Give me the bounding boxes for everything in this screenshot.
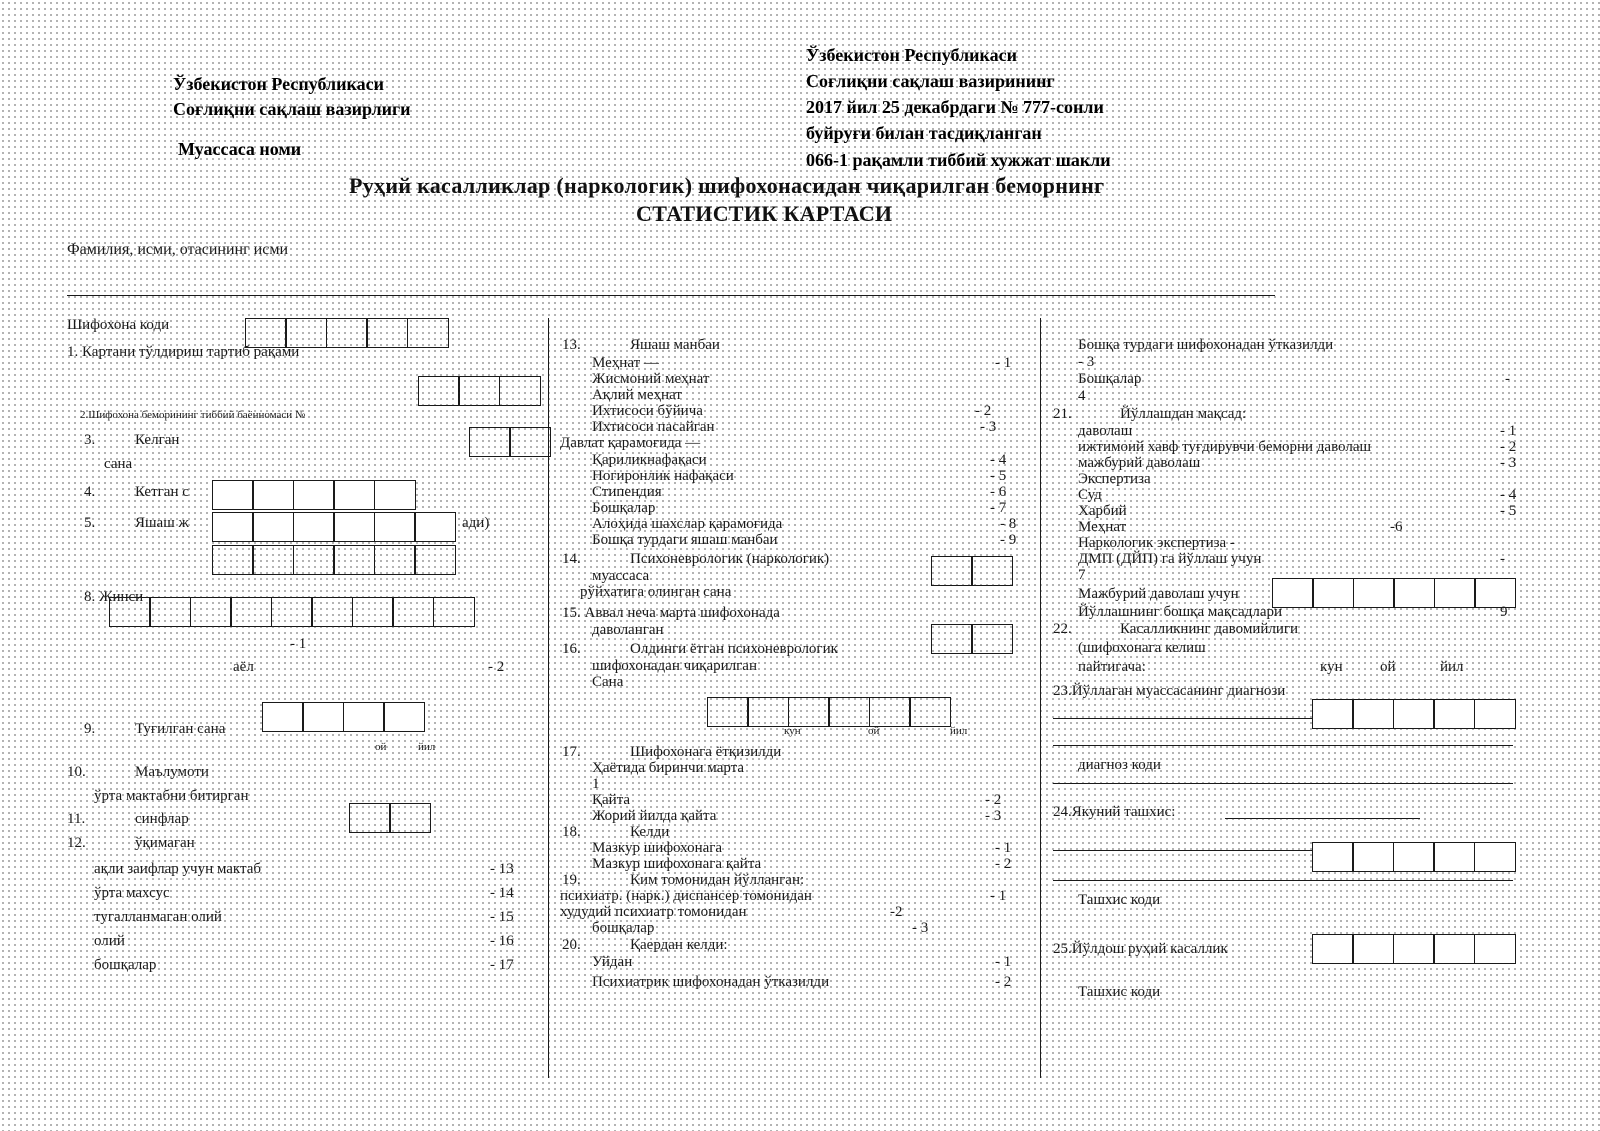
- header-form-number: 066-1 рақамли тиббий хужжат шакли: [806, 150, 1111, 170]
- col3-other: Бошқалар: [1078, 371, 1142, 387]
- item-22-month: ой: [1380, 659, 1396, 675]
- item-16-discharged: шифохонадан чиқарилган: [592, 658, 757, 674]
- item-21-court-code: - 4: [1500, 487, 1517, 503]
- item-19-opt1-code: - 1: [990, 888, 1007, 904]
- item-21-expertise: Экспертиза: [1078, 471, 1151, 487]
- item-21-number: 21.: [1053, 406, 1072, 422]
- item-21-label: Йўллашдан мақсад:: [1120, 406, 1247, 422]
- item-9-label: Туғилган сана: [135, 721, 226, 737]
- item-13-opt7-code: - 7: [990, 500, 1007, 516]
- item-21-dmp-code: 7: [1078, 567, 1086, 583]
- item-21-military: Харбий: [1078, 503, 1127, 519]
- header-ministry-left: Соғлиқни сақлаш вазирлиги: [173, 99, 411, 119]
- referral-purpose-boxes[interactable]: [1273, 578, 1516, 608]
- item-21-other-purpose: Йўллашнинг бошқа мақсадлари: [1078, 604, 1283, 620]
- item-20-opt1: Уйдан: [592, 954, 633, 970]
- item-18-number: 18.: [562, 824, 581, 840]
- item-13-opt9: Бошқа турдаги яшаш манбаи: [592, 532, 778, 548]
- item-14-institution: муассаса: [592, 568, 650, 584]
- male-code: - 1: [290, 636, 307, 652]
- item-21-dmp: ДМП (ДЙП) га йўллаш учун: [1078, 551, 1262, 567]
- col3-other-hospital-code: - 3: [1078, 354, 1095, 370]
- item-16-label: Олдинги ётган психоневрологик: [630, 641, 838, 657]
- item-16-date: Сана: [592, 674, 624, 690]
- item-17-number: 17.: [562, 744, 581, 760]
- final-diagnosis-boxes[interactable]: [1313, 842, 1516, 872]
- column-divider-2: [1040, 318, 1041, 1078]
- item-19-opt3-code: - 3: [912, 920, 929, 936]
- item-15-sub: даволанган: [592, 622, 664, 638]
- female-code: - 2: [488, 659, 505, 675]
- birth-year-label: йил: [418, 741, 436, 753]
- item-18-label: Келди: [630, 824, 670, 840]
- item-22-day: кун: [1320, 659, 1343, 675]
- item-13-opt9-code: - 9: [1000, 532, 1017, 548]
- item-17-first-code: 1: [592, 776, 600, 792]
- item-13-opt6: Стипендия: [592, 484, 662, 500]
- option-17: бошқалар: [94, 957, 157, 973]
- prior-stays-boxes[interactable]: [932, 624, 1013, 654]
- item-19-opt2: худудий психиатр томонидан: [560, 904, 747, 920]
- option-17-code: - 17: [490, 957, 514, 973]
- item-12-label: ўқимаган: [135, 835, 195, 851]
- hospital-code-label: Шифохона коди: [67, 317, 170, 333]
- item-13-opt4: Қариликнафақаси: [592, 452, 707, 468]
- option-15: тугалланмаган олий: [94, 909, 222, 925]
- item-22-arrival: (шифохонага келиш: [1078, 640, 1206, 656]
- form-title-line1: Руҳий касалликлар (наркологик) шифохонасидан чиқарилган беморнинг: [349, 173, 1105, 198]
- item-14-number: 14.: [562, 551, 581, 567]
- item-20-number: 20.: [562, 937, 581, 953]
- header-approved: буйруғи билан тасдиқланган: [806, 123, 1042, 143]
- item-23-line-3: [1053, 783, 1513, 784]
- item-13-opt5-code: - 5: [990, 468, 1007, 484]
- item-21-opt2-code: - 2: [1500, 439, 1517, 455]
- item-20-label: Қаердан келди:: [630, 937, 728, 953]
- form-title-line2: СТАТИСТИК КАРТАСИ: [636, 201, 893, 226]
- item-22-year: йил: [1440, 659, 1464, 675]
- residence-boxes-2[interactable]: [213, 545, 456, 575]
- item-12-number: 12.: [67, 835, 86, 851]
- item-16-day-label: кун: [784, 725, 801, 737]
- option-16-code: - 16: [490, 933, 514, 949]
- option-16: олий: [94, 933, 125, 949]
- item-5-label: Яшаш ж: [135, 515, 189, 531]
- item-18-opt1: Мазкур шифохонага: [592, 840, 723, 856]
- item-25-label: 25.Йўлдош руҳий касаллик: [1053, 941, 1228, 957]
- item-16-year-label: йил: [950, 725, 968, 737]
- option-13: ақли заифлар учун мактаб: [94, 861, 262, 877]
- item-17-label: Шифохонага ётқизилди: [630, 744, 782, 760]
- item-24-line-2: [1053, 850, 1313, 851]
- item-13-opt2-code: - 2: [975, 403, 992, 419]
- item-20-opt2: Психиатрик шифохонадан ўтказилди: [592, 974, 830, 990]
- item-19-opt3: бошқалар: [592, 920, 655, 936]
- item-4-number: 4.: [84, 484, 96, 500]
- item-23-code: диагноз коди: [1078, 757, 1161, 773]
- item-17-again-code: - 2: [985, 792, 1002, 808]
- item-19-opt2-code: -2: [890, 904, 903, 920]
- item-10-label: Маълумоти: [135, 764, 209, 780]
- gender-boxes[interactable]: [110, 597, 475, 627]
- item-13-mental: Ақлий меҳнат: [592, 387, 682, 403]
- col3-other-hospital: Бошқа турдаги шифохонадан ўтказилди: [1078, 337, 1334, 353]
- item-19-label: Ким томонидан йўлланган:: [630, 872, 805, 888]
- item-21-opt1: даволаш: [1078, 423, 1133, 439]
- option-13-code: - 13: [490, 861, 514, 877]
- birth-date-boxes[interactable]: [263, 702, 425, 732]
- item-11-label: синфлар: [135, 811, 189, 827]
- item-22-until: пайтигача:: [1078, 659, 1146, 675]
- option-14: ўрта махсус: [94, 885, 170, 901]
- item-10-sub: ўрта мактабни битирган: [94, 788, 249, 804]
- header-republic-right: Ўзбекистон Республикаси: [806, 45, 1017, 65]
- item-14-registered: рўйхатига олинган сана: [580, 584, 732, 600]
- item-17-this-year-code: - 3: [985, 808, 1002, 824]
- option-14-code: - 14: [490, 885, 514, 901]
- item-24-code: Ташхис коди: [1078, 892, 1161, 908]
- item-1-label: 1. Картани тўлдириш тартиб рақами: [67, 344, 300, 360]
- item-3-label: Келган: [135, 432, 180, 448]
- registration-boxes[interactable]: [932, 556, 1013, 586]
- item-9-number: 9.: [84, 721, 96, 737]
- header-ministry-right: Соғлиқни сақлаш вазирининг: [806, 71, 1055, 91]
- header-republic-left: Ўзбекистон Республикаси: [173, 74, 384, 94]
- item-18-opt1-code: - 1: [995, 840, 1012, 856]
- item-13-opt5: Ногиронлик нафақаси: [592, 468, 734, 484]
- item-21-compulsory: Мажбурий даволаш учун: [1078, 586, 1239, 602]
- departure-date-boxes[interactable]: [213, 480, 416, 510]
- item-20-opt2-code: - 2: [995, 974, 1012, 990]
- item-5-tail: ади): [462, 515, 490, 531]
- item-13-opt1: Меҳнат —: [592, 355, 659, 371]
- item-13-opt2: Ихтисоси бўйича: [592, 403, 703, 419]
- item-22-label: Касалликнинг давомийлиги: [1120, 621, 1299, 637]
- item-13-opt7: Бошқалар: [592, 500, 656, 516]
- item-3-number: 3.: [84, 432, 96, 448]
- fio-line: [67, 295, 1275, 296]
- item-17-this-year: Жорий йилда қайта: [592, 808, 717, 824]
- item-11-number: 11.: [67, 811, 86, 827]
- item-13-government: Давлат қарамоғида —: [560, 435, 701, 451]
- item-2-label: 2.Шифохона беморининг тиббий баённомаси №: [80, 409, 306, 421]
- item-13-opt8-code: - 8: [1000, 516, 1017, 532]
- item-22-number: 22.: [1053, 621, 1072, 637]
- item-13-opt3: Ихтисоси пасайган: [592, 419, 715, 435]
- item-21-narcological: Наркологик экспертиза -: [1078, 535, 1235, 551]
- header-order: 2017 йил 25 декабрдаги № 777-сонли: [806, 97, 1104, 117]
- item-19-number: 19.: [562, 872, 581, 888]
- item-21-dmp-dash: -: [1500, 551, 1505, 567]
- item-24-line-3: [1053, 880, 1513, 881]
- item-21-opt3: мажбурий даволаш: [1078, 455, 1201, 471]
- item-21-other-purpose-code: 9: [1500, 604, 1508, 620]
- birth-month-label: ой: [375, 741, 387, 753]
- item-17-again: Қайта: [592, 792, 631, 808]
- item-23-line: [1053, 718, 1313, 719]
- item-15-label: 15. Аввал неча марта шифохонада: [562, 605, 780, 621]
- item-13-opt4-code: - 4: [990, 452, 1007, 468]
- residence-boxes-1[interactable]: [213, 512, 456, 542]
- fio-label: Фамилия, исми, отасининг исми: [67, 241, 289, 258]
- item-16-number: 16.: [562, 641, 581, 657]
- item-21-labor-code: -6: [1390, 519, 1403, 535]
- card-number-boxes[interactable]: [419, 376, 541, 406]
- item-23-label: 23.Йўллаган муассасанинг диагнози: [1053, 683, 1286, 699]
- item-3-sub: сана: [104, 456, 133, 472]
- col3-other-dash: -: [1505, 371, 1510, 387]
- item-19-opt1: психиатр. (нарк.) диспансер томонидан: [560, 888, 812, 904]
- item-23-line-2: [1053, 745, 1513, 746]
- item-5-number: 5.: [84, 515, 96, 531]
- option-15-code: - 15: [490, 909, 514, 925]
- item-4-label: Кетган с: [135, 484, 189, 500]
- item-8-label: 8. Жинси: [84, 589, 144, 605]
- item-20-opt1-code: - 1: [995, 954, 1012, 970]
- item-24-label: 24.Якуний ташхис:: [1053, 804, 1176, 820]
- item-18-opt2-code: - 2: [995, 856, 1012, 872]
- item-21-military-code: - 5: [1500, 503, 1517, 519]
- col3-other-code: 4: [1078, 388, 1086, 404]
- education-boxes[interactable]: [350, 803, 431, 833]
- item-13-label: Яшаш манбаи: [630, 337, 720, 353]
- item-17-first: Ҳаётида биринчи марта: [592, 760, 745, 776]
- item-25-code: Ташхис коди: [1078, 984, 1161, 1000]
- referral-diagnosis-boxes[interactable]: [1313, 699, 1516, 729]
- item-21-court: Суд: [1078, 487, 1102, 503]
- institution-name-label: Муассаса номи: [178, 139, 302, 159]
- item-14-label: Психоневрологик (наркологик): [630, 551, 830, 567]
- item-21-opt1-code: - 1: [1500, 423, 1517, 439]
- item-13-opt6-code: - 6: [990, 484, 1007, 500]
- item-21-opt2: ижтимоий хавф туғдирувчи беморни даволаш: [1078, 439, 1372, 455]
- prior-discharge-boxes[interactable]: [708, 697, 951, 727]
- item-24-line: [1225, 818, 1420, 819]
- item-18-opt2: Мазкур шифохонага қайта: [592, 856, 762, 872]
- item-16-month-label: ой: [868, 725, 880, 737]
- item-13-number: 13.: [562, 337, 581, 353]
- item-13-opt1-code: - 1: [995, 355, 1012, 371]
- item-21-opt3-code: - 3: [1500, 455, 1517, 471]
- item-13-opt3-code: - 3: [980, 419, 997, 435]
- item-21-labor: Меҳнат: [1078, 519, 1127, 535]
- item-10-number: 10.: [67, 764, 86, 780]
- arrival-date-boxes[interactable]: [470, 427, 551, 457]
- female-label: аёл: [233, 659, 254, 675]
- comorbid-diagnosis-boxes[interactable]: [1313, 934, 1516, 964]
- item-13-opt8: Алоҳида шахслар қарамоғида: [592, 516, 783, 532]
- item-13-physical: Жисмоний меҳнат: [592, 371, 710, 387]
